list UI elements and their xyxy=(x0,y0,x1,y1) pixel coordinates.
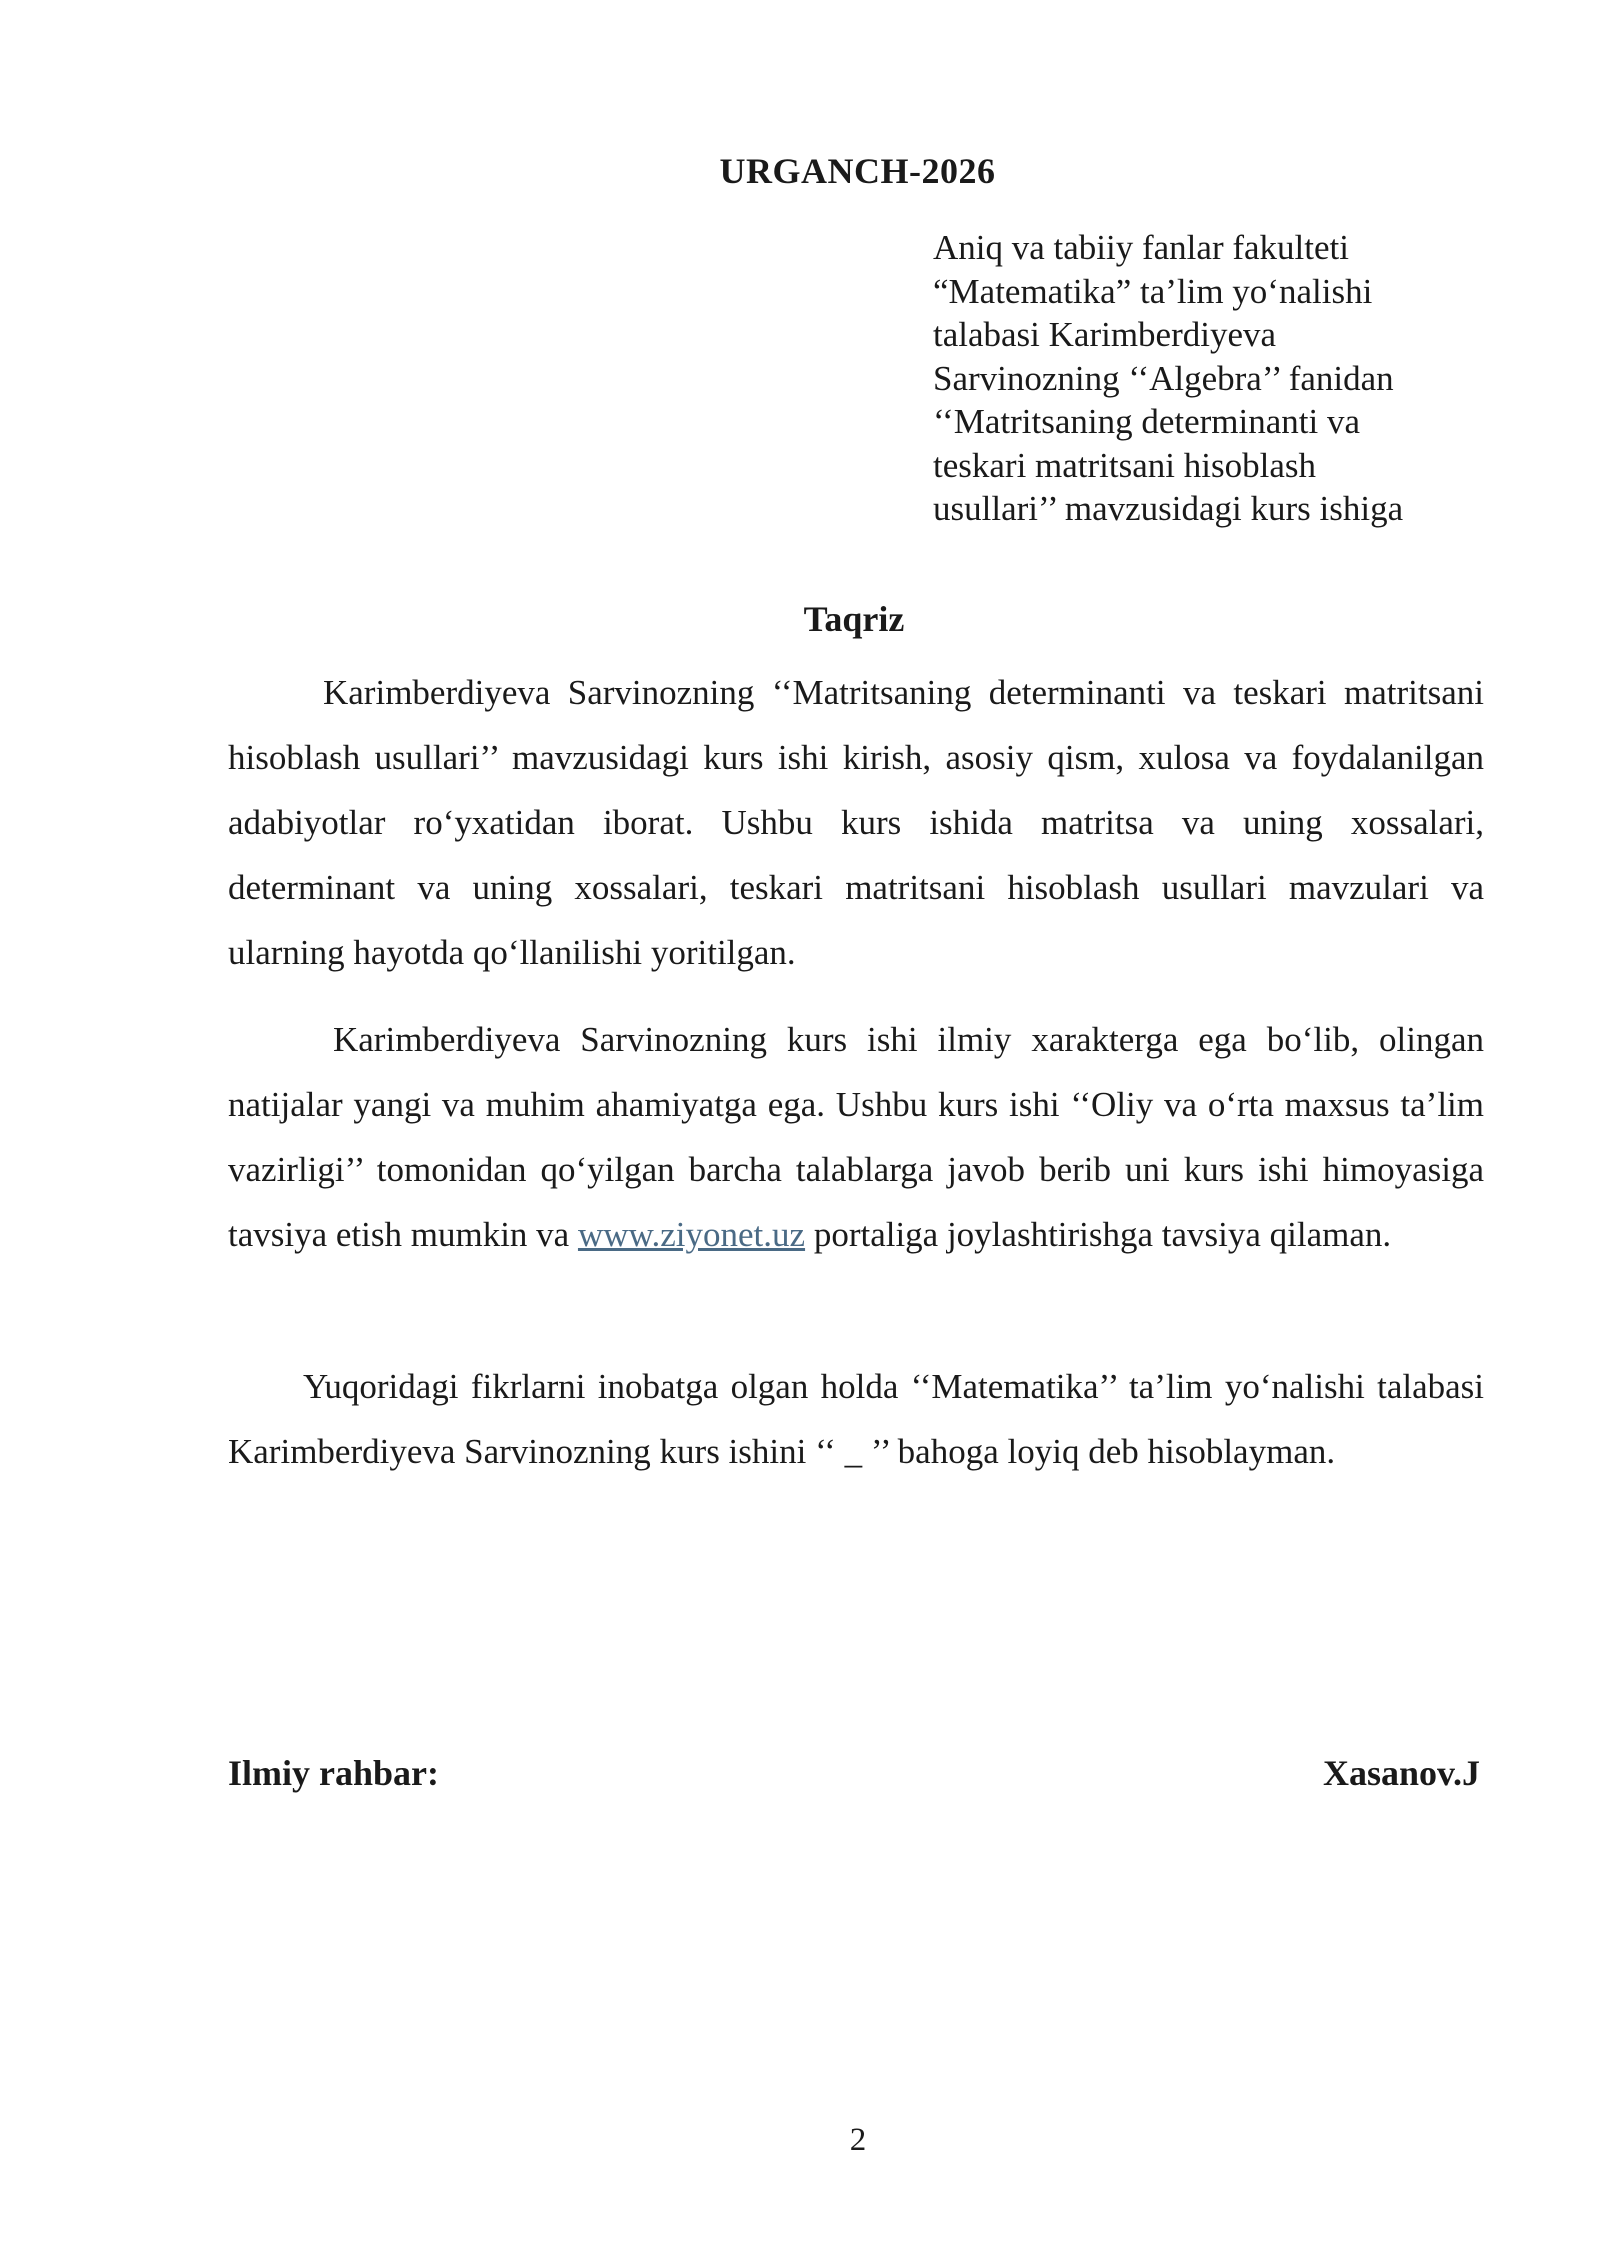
paragraph-2-text-start: Karimberdiyeva Sarvinozning kurs ishi ilmiy xarakterga ega bo‘lib, olingan natijalar yangi va muhim ahamiyatga ega. Ushbu kurs ishi ‘‘Oliy va o‘rta maxsus ta’lim vazirligi’’ tomonidan qo‘yilgan barcha talablarga javob berib uni kurs ishi himoyasiga tavsiya etish mumkin va xyxy=(228,1020,1484,1254)
review-paragraph-1: Karimberdiyeva Sarvinozning ‘‘Matritsaning determinanti va teskari matritsani hisoblash usullari’’ mavzusidagi kurs ishi kirish, asosiy qism, xulosa va foydalanilgan adabiyotlar ro‘yxatidan iborat. Ushbu kurs ishida matritsa va uning xossalari, determinant va uning xossalari, teskari matritsani hisoblash usullari mavzulari va ularning hayotda qo‘llanilishi yoritilgan. xyxy=(228,673,1484,972)
addressee-line: Aniq va tabiiy fanlar fakulteti xyxy=(933,228,1349,267)
addressee-line: ‘‘Matritsaning determinanti va xyxy=(933,402,1360,441)
supervisor-label: Ilmiy rahbar: xyxy=(228,1753,439,1793)
review-paragraph-3: Yuqoridagi fikrlarni inobatga olgan holda ‘‘Matematika’’ ta’lim yo‘nalishi talabasi Karimberdiyeva Sarvinozning kurs ishini ‘‘ _ ’’ bahoga loyiq deb hisoblayman. xyxy=(228,1367,1484,1471)
document-title: Taqriz xyxy=(803,599,905,639)
addressee-line: talabasi Karimberdiyeva xyxy=(933,315,1277,354)
paragraph-2-text-end: portaliga joylashtirishga tavsiya qilaman. xyxy=(805,1215,1392,1254)
page-number: 2 xyxy=(849,2122,867,2158)
addressee-line: “Matematika” ta’lim yo‘nalishi xyxy=(933,271,1373,311)
ziyonet-link[interactable]: www.ziyonet.uz xyxy=(577,1215,806,1254)
addressee-block xyxy=(933,226,1493,531)
addressee-line: Sarvinozning ‘‘Algebra’’ fanidan xyxy=(933,358,1394,398)
city-year-heading: URGANCH-2026 xyxy=(719,151,996,191)
addressee-line: usullari’’ mavzusidagi kurs ishiga xyxy=(933,489,1404,528)
supervisor-name: Xasanov.J xyxy=(1322,1753,1480,1793)
review-paragraph-2 xyxy=(228,1007,1484,1267)
addressee-line: teskari matritsani hisoblash xyxy=(933,445,1316,485)
